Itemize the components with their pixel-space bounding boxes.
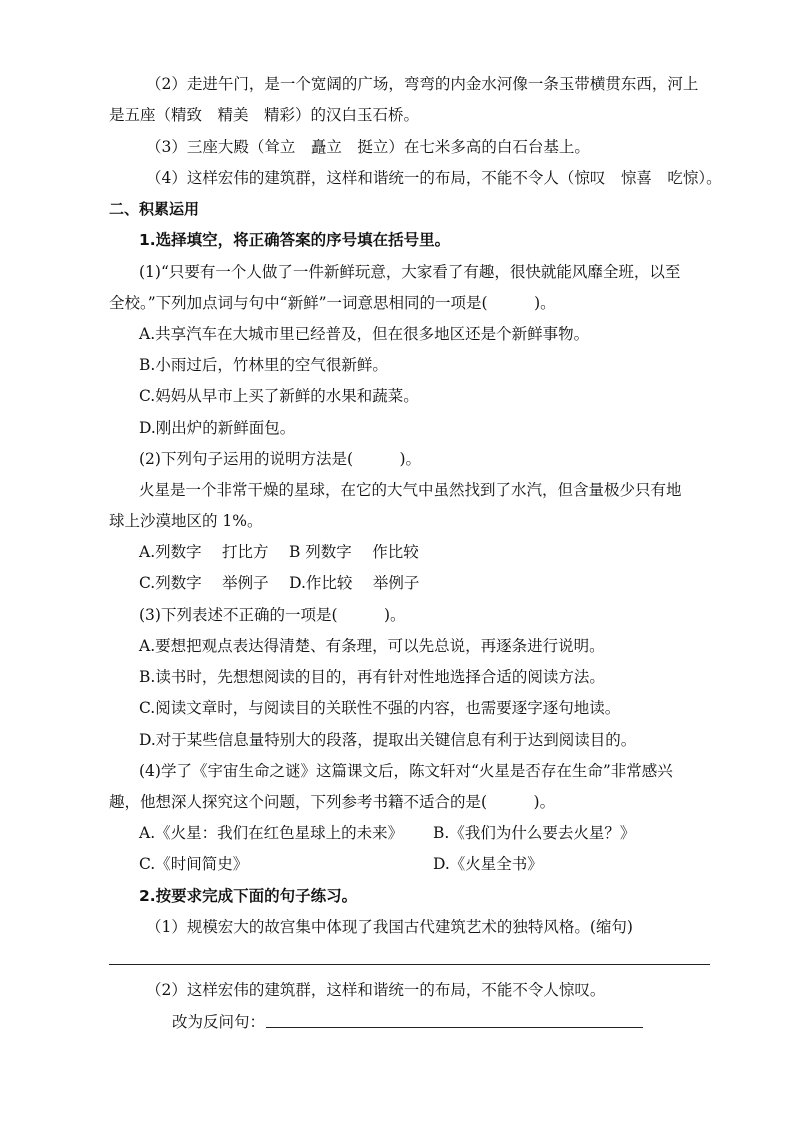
section2-title: 二、积累运用: [109, 200, 200, 218]
task2-title: 2.按要求完成下面的句子练习。: [139, 887, 358, 905]
t1-q3-option-c: C.阅读文章时，与阅读目的关联性不强的内容，也需要逐字逐句地读。: [139, 699, 621, 717]
t2-q1: （1）规模宏大的故宫集中体现了我国古代建筑艺术的独特风格。(缩句): [146, 918, 633, 936]
t1-q2-options-cd: C.列数字 举例子 D.作比较 举例子: [139, 574, 420, 592]
t1-q4-option-c: C.《时间简史》: [139, 855, 249, 873]
t1-q2-options-ab: A.列数字 打比方 B 列数字 作比较: [139, 543, 419, 561]
t1-q1-line1: (1)“只要有一个人做了一件新鲜玩意，大家看了有趣，很快就能风靡全班，以至: [139, 263, 681, 281]
t1-q4-option-b: B.《我们为什么要去火星？》: [433, 824, 636, 842]
q1-part2-line1: （2）走进午门，是一个宽阔的广场，弯弯的内金水河像一条玉带横贯东西，河上: [146, 75, 699, 93]
t2-q2-answer-line[interactable]: [266, 1027, 643, 1028]
task1-title: 1.选择填空，将正确答案的序号填在括号里。: [139, 231, 451, 249]
t1-q1-line2: 全校。”下列加点词与句中“新鲜”一词意思相同的一项是( )。: [109, 294, 556, 312]
t2-q2: （2）这样宏伟的建筑群，这样和谐统一的布局，不能不令人惊叹。: [146, 981, 606, 999]
t1-q3-option-a: A.要想把观点表达得清楚、有条理，可以先总说，再逐条进行说明。: [139, 637, 605, 655]
t1-q4-line2: 趣，他想深人探究这个问题，下列参考书籍不适合的是( )。: [109, 793, 556, 811]
t2-q2-prompt: 改为反问句：: [172, 1013, 266, 1031]
q1-part3: （3）三座大殿（耸立 矗立 挺立）在七米多高的白石台基上。: [146, 138, 590, 156]
q1-part4: （4）这样宏伟的建筑群，这样和谐统一的布局，不能不令人（惊叹 惊喜 吃惊）。: [146, 169, 722, 187]
t1-q1-option-c: C.妈妈从早市上买了新鲜的水果和蔬菜。: [139, 387, 419, 405]
t1-q2-text-line1: 火星是一个非常干燥的星球，在它的大气中虽然找到了水汽，但含量极少只有地: [139, 481, 682, 499]
t2-q1-answer-line[interactable]: [109, 964, 710, 965]
t1-q1-option-b: B.小雨过后，竹林里的空气很新鲜。: [139, 356, 388, 374]
t1-q4-line1: (4)学了《宇宙生命之谜》这篇课文后，陈文轩对“火星是否存在生命”非常感兴: [139, 762, 673, 780]
t1-q2-stem: (2)下列句子运用的说明方法是( )。: [139, 450, 422, 468]
t1-q4-option-a: A.《火星：我们在红色星球上的未来》: [139, 824, 404, 842]
t1-q4-option-d: D.《火星全书》: [433, 855, 543, 873]
q1-part2-line2: 是五座（精致 精美 精彩）的汉白玉石桥。: [109, 106, 420, 124]
t1-q1-option-d: D.刚出炉的新鲜面包。: [139, 419, 296, 437]
t1-q3-stem: (3)下列表述不正确的一项是( )。: [139, 606, 406, 624]
t1-q1-option-a: A.共享汽车在大城市里已经普及，但在很多地区还是个新鲜事物。: [139, 325, 590, 343]
t1-q3-option-d: D.对于某些信息量特别大的段落，提取出关键信息有利于达到阅读目的。: [139, 731, 637, 749]
t1-q2-text-line2: 球上沙漠地区的 1%。: [109, 512, 263, 530]
t1-q3-option-b: B.读书时，先想想阅读的目的，再有针对性地选择合适的阅读方法。: [139, 668, 605, 686]
